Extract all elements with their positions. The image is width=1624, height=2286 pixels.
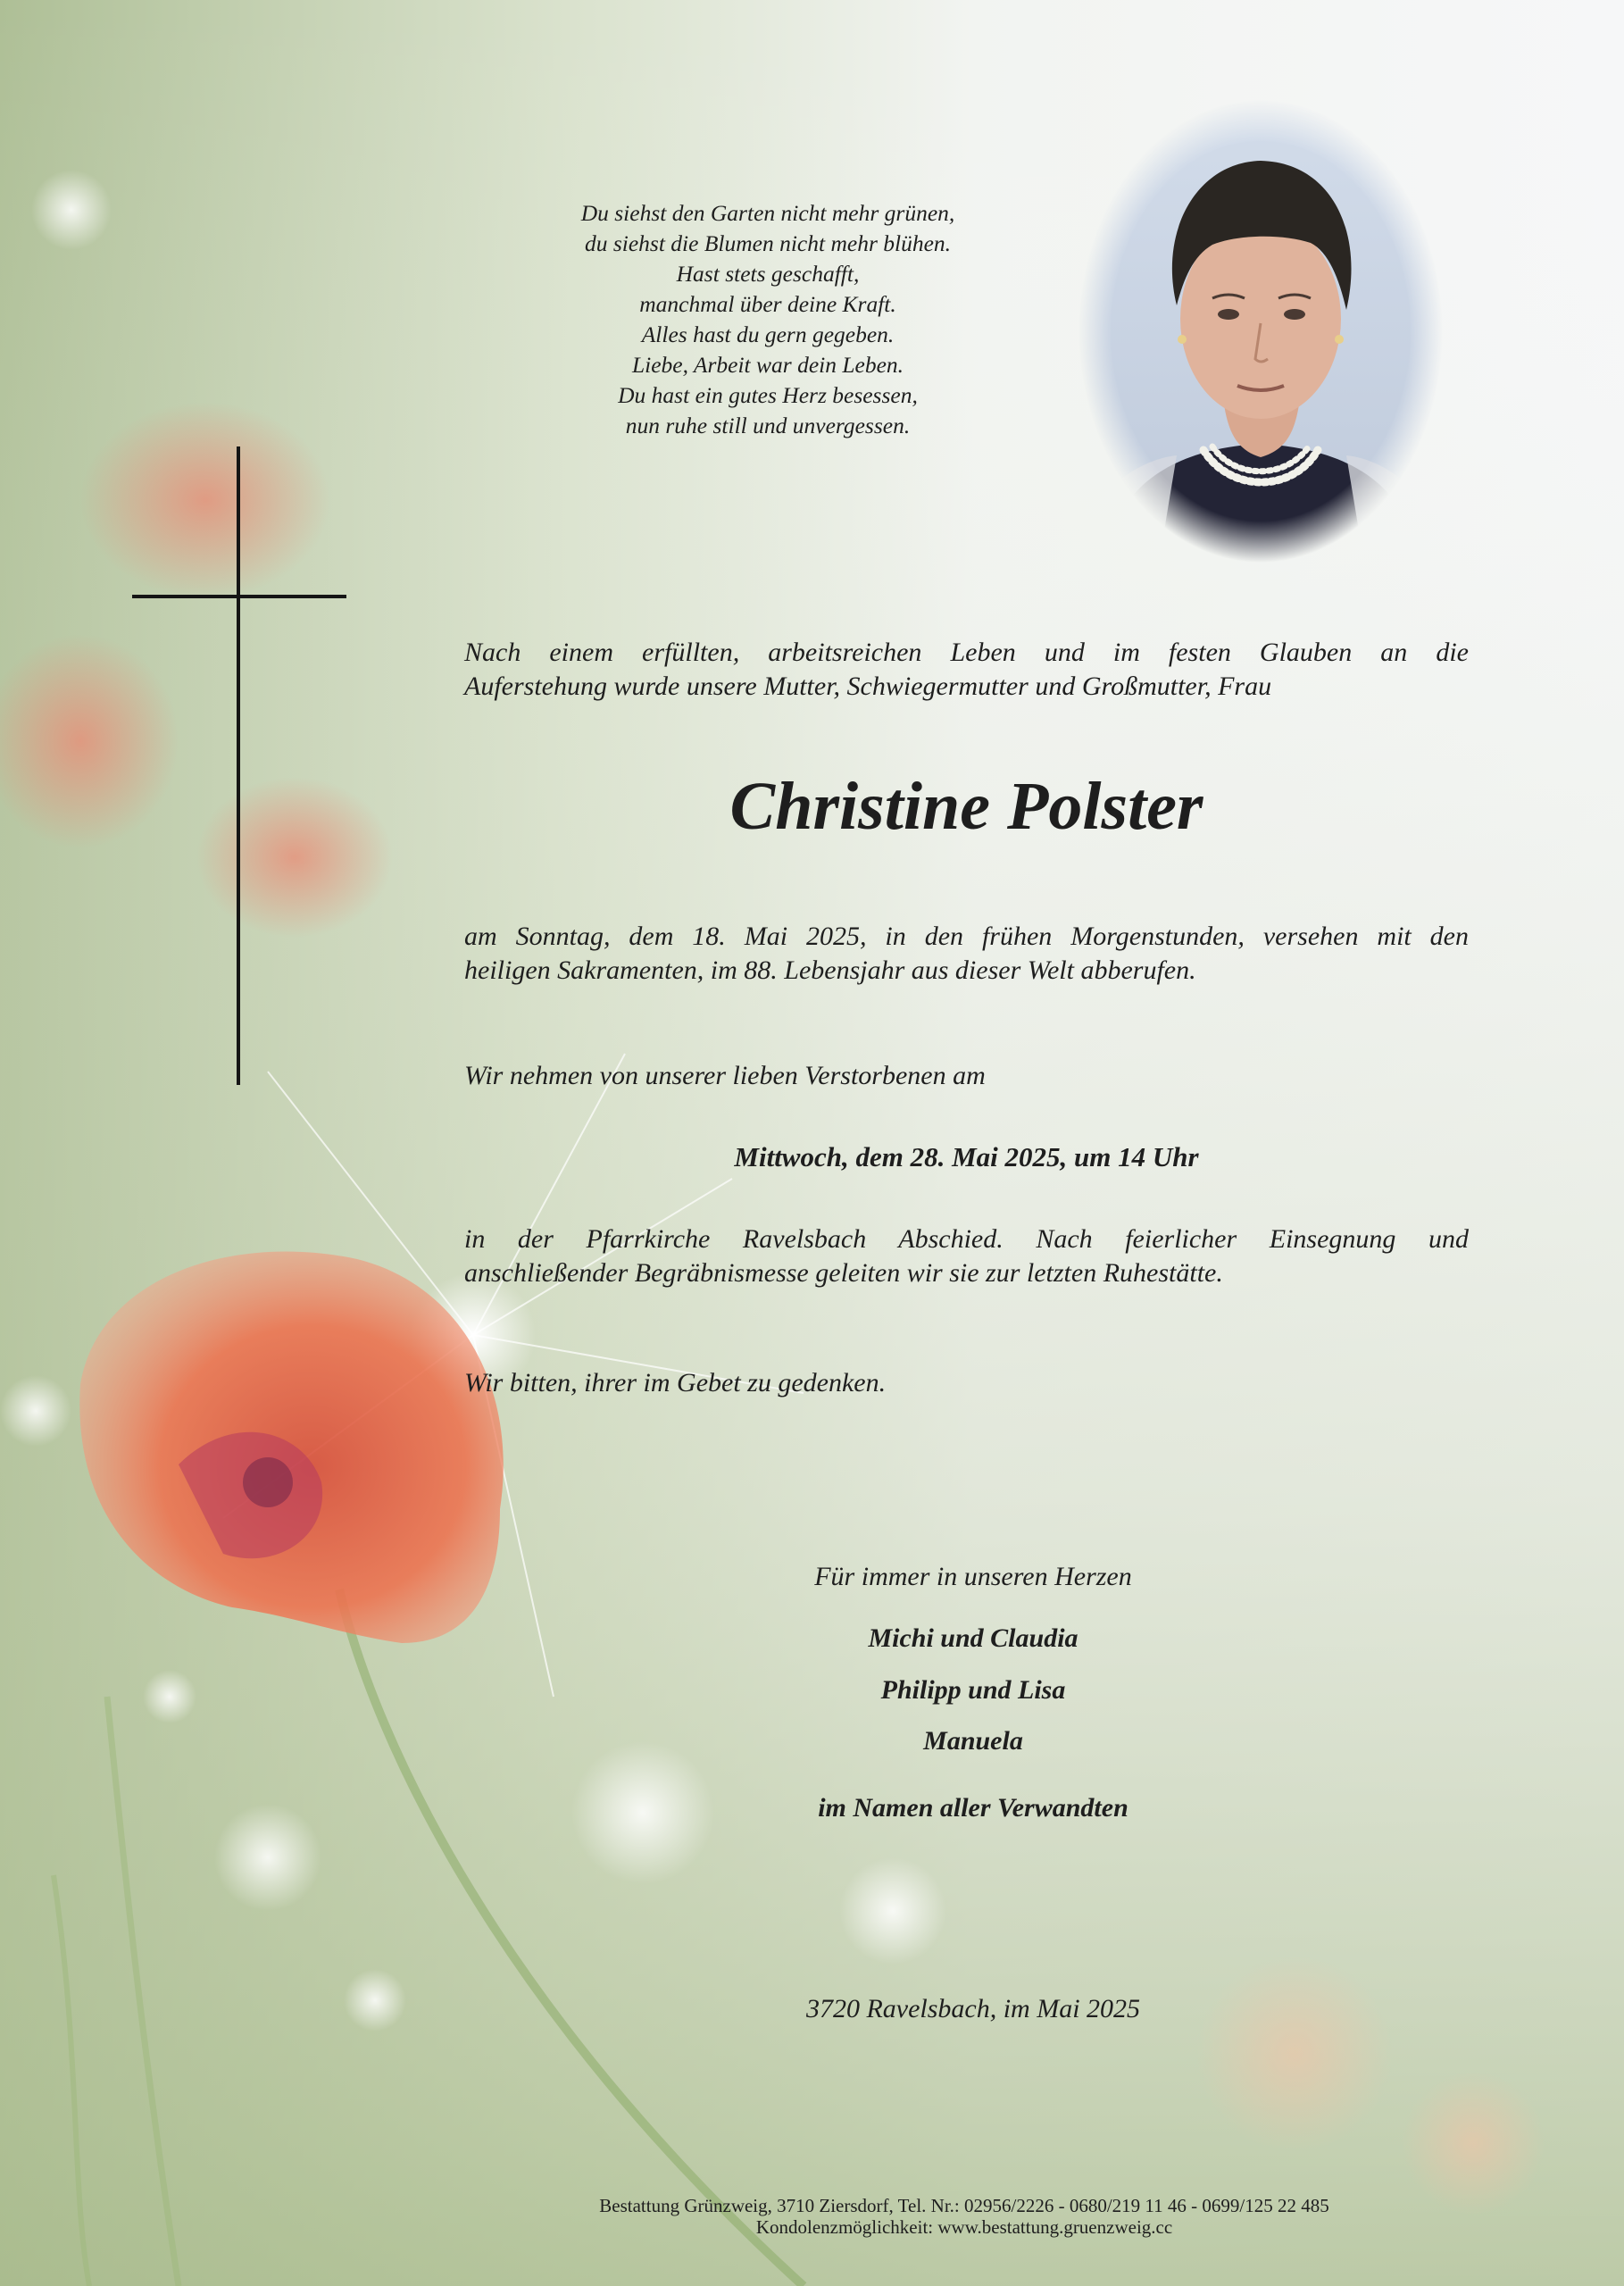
cross-icon [237, 446, 240, 1085]
funeral-home-footer [321, 2195, 1607, 2238]
poem-line: Liebe, Arbeit war dein Leben. [631, 352, 904, 378]
farewell-intro: Wir nehmen von unserer lieben Verstorbenen am [464, 1061, 986, 1090]
poem-line: Hast stets geschafft, [676, 261, 860, 287]
family-names: Philipp und Lisa [880, 1675, 1066, 1705]
ceremony-line: anschließender Begräbnismesse geleiten wir sie zur letzten Ruhestätte. [464, 1258, 1223, 1288]
intro-line: Auferstehung wurde unsere Mutter, Schwiegermutter und Großmutter, Frau [464, 672, 1272, 701]
family-names: Manuela [923, 1726, 1023, 1756]
ceremony-line: in der Pfarrkirche Ravelsbach Abschied. Nach feierlicher Einsegnung und [464, 1224, 1469, 1254]
footer-contact: Bestattung Grünzweig, 3710 Ziersdorf, Tel. Nr.: 02956/2226 - 0680/219 11 46 - 0699/125 22 485 [599, 2195, 1329, 2216]
poem-line: du siehst die Blumen nicht mehr blühen. [584, 230, 952, 256]
family-names: Michi und Claudia [868, 1623, 1079, 1653]
relatives-text: im Namen aller Verwandten [818, 1793, 1128, 1823]
death-paragraph [464, 920, 1469, 988]
intro-line: Nach einem erfüllten, arbeitsreichen Leben und im festen Glauben an die [464, 638, 1469, 667]
deceased-name: Christine Polster [729, 769, 1203, 844]
funeral-date: Mittwoch, dem 28. Mai 2025, um 14 Uhr [734, 1141, 1199, 1172]
intro-paragraph [464, 636, 1469, 704]
ceremony-paragraph [464, 1222, 1469, 1290]
footer-condolence: Kondolenzmöglichkeit: www.bestattung.gruenzweig.cc [755, 2216, 1173, 2238]
cross-icon [132, 595, 346, 598]
poem-line: Du hast ein gutes Herz besessen, [618, 382, 918, 408]
poem-line: manchmal über deine Kraft. [639, 291, 896, 317]
poem-line: Alles hast du gern gegeben. [641, 321, 895, 347]
memorial-poem [446, 198, 1089, 441]
prayer-request: Wir bitten, ihrer im Gebet zu gedenken. [464, 1368, 887, 1397]
poem-line: nun ruhe still und unvergessen. [625, 413, 911, 438]
poem-line: Du siehst den Garten nicht mehr grünen, [580, 200, 955, 226]
death-line: heiligen Sakramenten, im 88. Lebensjahr aus dieser Welt abberufen. [464, 955, 1196, 985]
death-line: am Sonntag, dem 18. Mai 2025, in den frühen Morgenstunden, versehen mit den [464, 922, 1469, 951]
place-date: 3720 Ravelsbach, im Mai 2025 [805, 1994, 1141, 2023]
portrait-photo [1079, 100, 1443, 563]
signoff-text: Für immer in unseren Herzen [814, 1562, 1132, 1591]
